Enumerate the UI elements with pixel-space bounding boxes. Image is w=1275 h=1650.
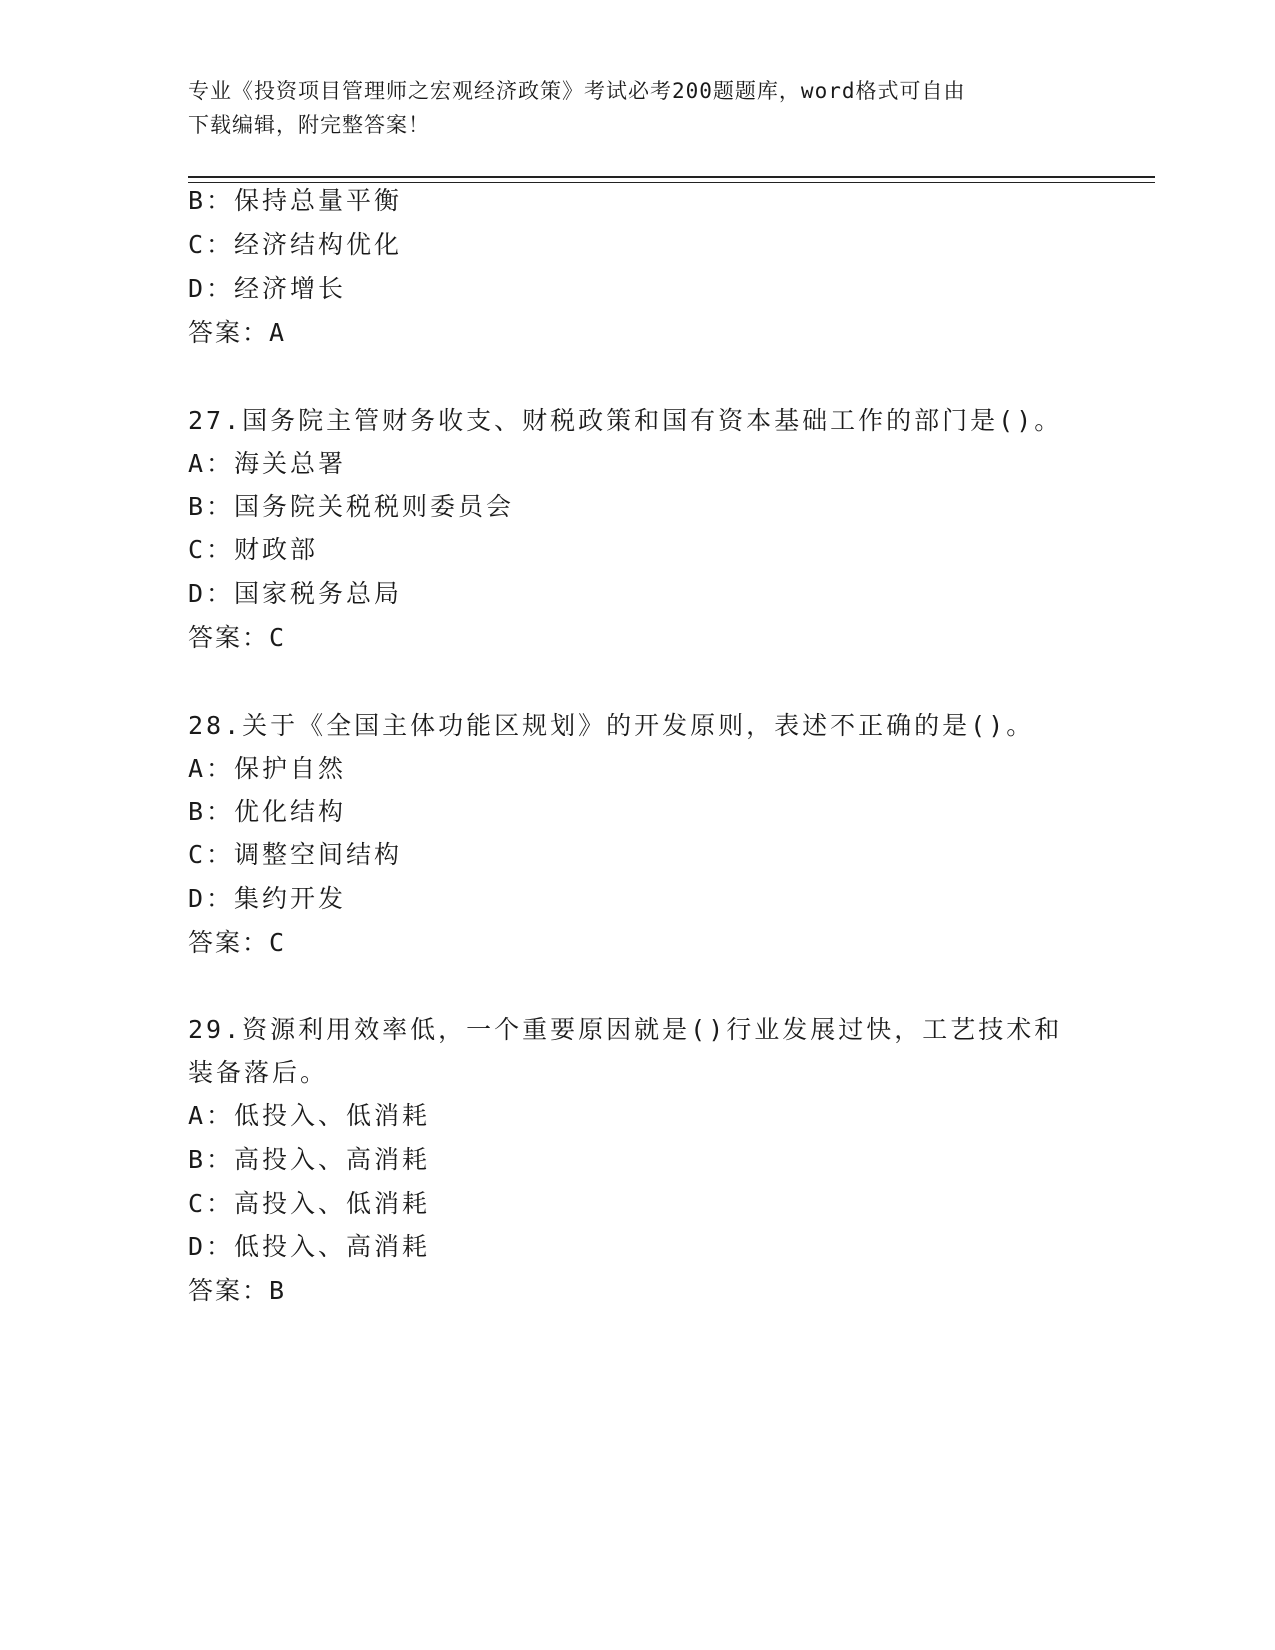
option-c: C：财政部 <box>188 535 319 564</box>
header-rule-thin <box>188 182 1155 183</box>
answer: 答案：A <box>188 318 287 347</box>
option-b: B：国务院关税税则委员会 <box>188 492 515 521</box>
question-29-line-2: 装备落后。 <box>188 1058 329 1087</box>
question-27: 27.国务院主管财务收支、财税政策和国有资本基础工作的部门是()。 <box>188 406 1063 435</box>
answer: 答案：C <box>188 928 287 957</box>
option-b: B：高投入、高消耗 <box>188 1145 431 1174</box>
answer: 答案：C <box>188 623 287 652</box>
answer: 答案：B <box>188 1276 287 1305</box>
header-line-2: 下载编辑，附完整答案！ <box>188 113 430 137</box>
option-d: D：集约开发 <box>188 884 347 913</box>
document-header <box>188 74 1068 142</box>
option-c: C：调整空间结构 <box>188 840 403 869</box>
question-29-line-1: 29.资源利用效率低，一个重要原因就是()行业发展过快，工艺技术和 <box>188 1015 1063 1044</box>
option-a: A：低投入、低消耗 <box>188 1101 431 1130</box>
option-d: D：经济增长 <box>188 274 347 303</box>
option-c: C：高投入、低消耗 <box>188 1189 431 1218</box>
question-28: 28.关于《全国主体功能区规划》的开发原则，表述不正确的是()。 <box>188 711 1035 740</box>
option-a: A：海关总署 <box>188 449 347 478</box>
option-b: B：保持总量平衡 <box>188 186 403 215</box>
header-line-1: 专业《投资项目管理师之宏观经济政策》考试必考200题题库，word格式可自由 <box>188 79 966 103</box>
header-rule-thick <box>188 176 1155 178</box>
option-c: C：经济结构优化 <box>188 230 403 259</box>
option-d: D：低投入、高消耗 <box>188 1232 431 1261</box>
option-a: A：保护自然 <box>188 754 347 783</box>
option-d: D：国家税务总局 <box>188 579 403 608</box>
option-b: B：优化结构 <box>188 797 347 826</box>
